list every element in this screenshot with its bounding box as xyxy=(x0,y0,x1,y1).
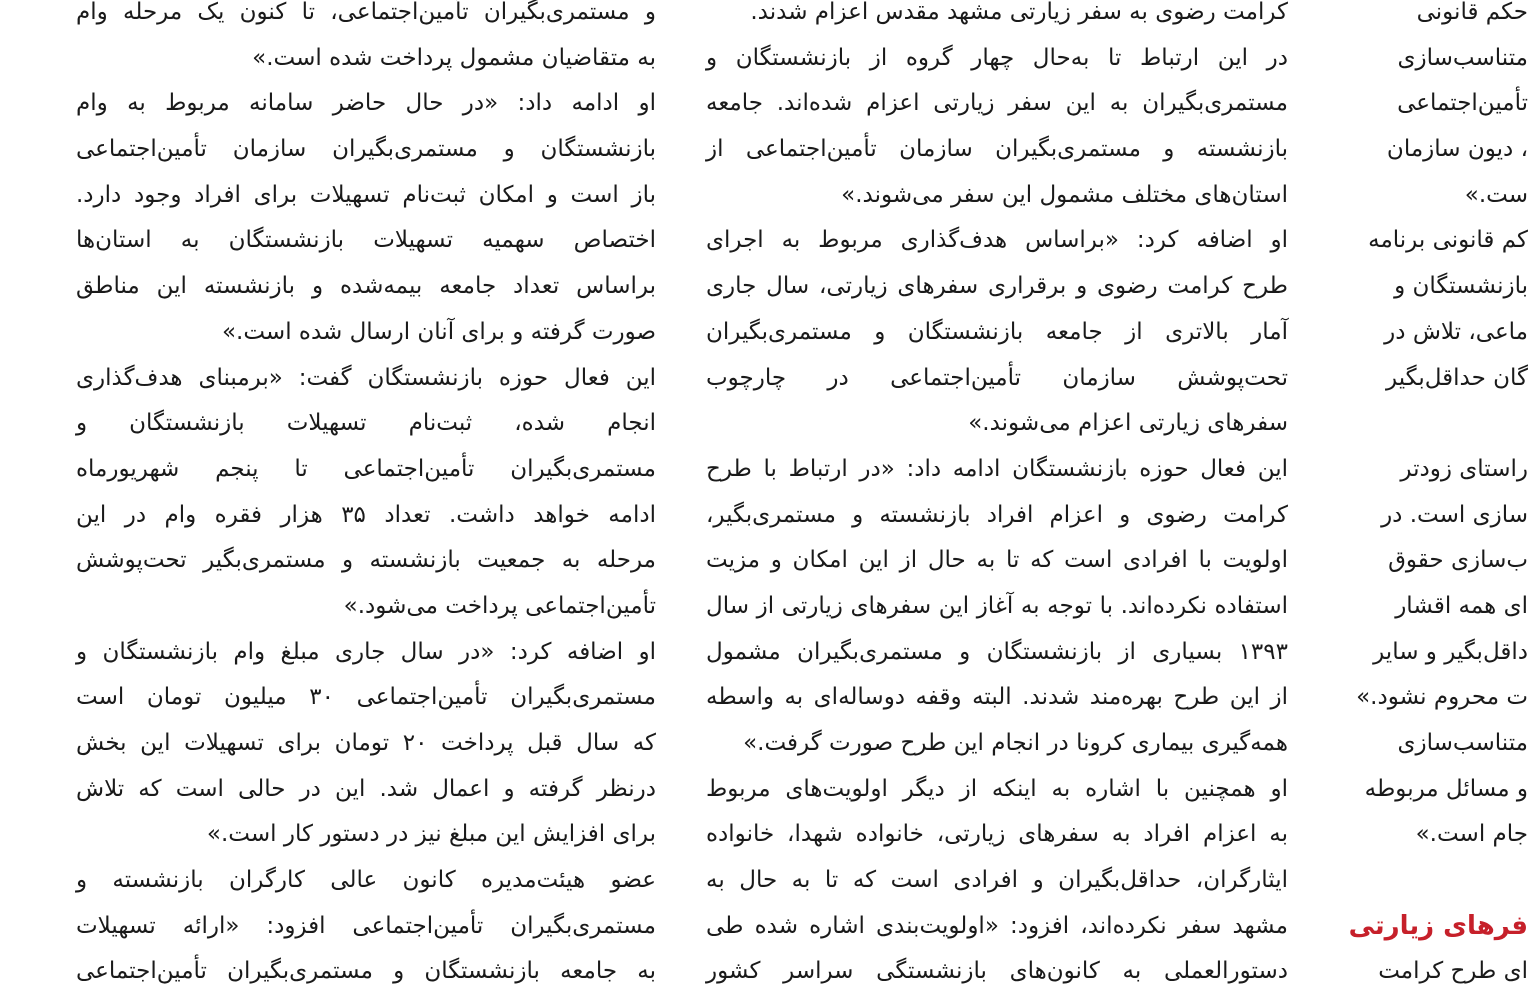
text-line: راستای زودتر xyxy=(1400,455,1528,482)
text-line: بازنشسته و مستمری‌بگیران سازمان تأمین‌اجتماعی از xyxy=(706,136,1288,163)
text-line: تأمین‌اجتماعی پرداخت می‌شود.» xyxy=(343,592,656,619)
text-line: براساس تعداد جامعه بیمه‌شده و بازنشسته این مناطق xyxy=(76,273,656,300)
text-line: جام است.» xyxy=(1415,821,1528,848)
text-line: که سال قبل پرداخت ۲۰ تومان برای تسهیلات این بخش xyxy=(76,730,656,756)
text-line: بازنشستگان و مستمری‌بگیران سازمان تأمین‌اجتماعی xyxy=(76,136,656,163)
text-line: کم قانونی برنامه xyxy=(1368,227,1528,254)
text-line: مستمری‌بگیران به این سفر زیارتی اعزام شده‌اند. جامعه xyxy=(706,90,1288,117)
text-line: اولویت با افرادی است که تا به حال از این امکان و مزیت xyxy=(706,547,1288,574)
text-line: از این طرح بهره‌مند شدند. البته وقفه دوساله‌ای به واسطه xyxy=(706,684,1288,711)
text-line: دستورالعملی به کانون‌های بازنشستگی سراسر کشور xyxy=(706,958,1288,985)
article-column-left xyxy=(76,0,656,995)
text-line: کرامت رضوی به سفر زیارتی مشهد مقدس اعزام شدند. xyxy=(750,0,1288,25)
text-line: ، دیون سازمان xyxy=(1386,136,1528,163)
text-line: به متقاضیان مشمول پرداخت شده است.» xyxy=(252,44,656,71)
text-line: و مستمری‌بگیران تأمین‌اجتماعی، تا کنون یک مرحله وام xyxy=(76,0,656,25)
text-line: در این ارتباط تا به‌حال چهار گروه از بازنشستگان و xyxy=(706,44,1288,71)
article-column-right xyxy=(1338,0,1528,995)
text-line: مرحله به جمعیت بازنشسته و مستمری‌بگیر تحت‌پوشش xyxy=(76,547,656,574)
text-line: باز است و امکان ثبت‌نام تسهیلات برای افراد وجود دارد. xyxy=(76,181,656,208)
text-line: استفاده نکرده‌اند. با توجه به آغاز این سفرهای زیارتی از سال xyxy=(706,592,1288,619)
text-line: متناسب‌سازی xyxy=(1397,44,1528,71)
text-line: ایثارگران، حداقل‌بگیران و افرادی است که تا به حال به xyxy=(706,867,1288,894)
text-line: انجام شده، ثبت‌نام تسهیلات بازنشستگان و xyxy=(76,410,656,437)
text-line: داقل‌بگیر و سایر xyxy=(1373,638,1528,665)
text-line: برای افزایش این مبلغ نیز در دستور کار است.» xyxy=(206,821,656,848)
text-line: استان‌های مختلف مشمول این سفر می‌شوند.» xyxy=(841,181,1288,208)
text-line: این فعال حوزه بازنشستگان گفت: «برمبنای هدف‌گذاری xyxy=(76,364,656,391)
text-line xyxy=(1338,401,1528,447)
text-line: و مسائل مربوطه xyxy=(1364,775,1528,802)
text-line: ادامه خواهد داشت. تعداد ۳۵ هزار فقره وام در این xyxy=(76,501,656,528)
text-line xyxy=(1338,858,1528,904)
text-line: ۱۳۹۳ بسیاری از بازنشستگان و مستمری‌بگیران مشمول xyxy=(706,638,1288,665)
text-line: طرح کرامت رضوی و برقراری سفرهای زیارتی، سال جاری xyxy=(706,273,1288,300)
text-line: متناسب‌سازی xyxy=(1397,730,1528,756)
text-line: تحت‌پوشش سازمان تأمین‌اجتماعی در چارچوب xyxy=(706,364,1288,391)
text-line: همه‌گیری بیماری کرونا در انجام این طرح صورت گرفت.» xyxy=(743,730,1288,756)
text-line: او اضافه کرد: «در سال جاری مبلغ وام بازنشستگان و xyxy=(76,638,656,665)
text-line: ست.» xyxy=(1464,181,1528,208)
text-line: عضو هیئت‌مدیره کانون عالی کارگران بازنشسته و xyxy=(76,867,656,894)
text-line: او ادامه داد: «در حال حاضر سامانه مربوط به وام xyxy=(76,90,656,117)
text-line: بازنشستگان و xyxy=(1394,273,1528,300)
text-line: سفرهای زیارتی اعزام می‌شوند.» xyxy=(968,410,1288,437)
text-line: درنظر گرفته و اعمال شد. این در حالی است که تلاش xyxy=(76,775,656,802)
text-line: ب‌سازی حقوق xyxy=(1388,547,1528,574)
text-line: او همچنین با اشاره به اینکه از دیگر اولویت‌های مربوط xyxy=(706,775,1288,802)
text-line: حکم قانونی xyxy=(1416,0,1528,25)
text-line: سازی است. در xyxy=(1381,501,1528,528)
text-line: تأمین‌اجتماعی xyxy=(1397,90,1528,117)
text-line: به اعزام افراد به سفرهای زیارتی، خانواده شهدا، خانواده xyxy=(706,821,1288,848)
section-heading: فرهای زیارتی xyxy=(1348,910,1528,941)
text-line: ای طرح کرامت xyxy=(1378,958,1528,985)
text-line: او اضافه کرد: «براساس هدف‌گذاری مربوط به اجرای xyxy=(706,227,1288,254)
text-line: مشهد سفر نکرده‌اند، افزود: «اولویت‌بندی اشاره شده طی xyxy=(706,912,1288,939)
text-line: مستمری‌بگیران تأمین‌اجتماعی افزود: «ارائه تسهیلات xyxy=(76,912,656,939)
text-line: ت محروم نشود.» xyxy=(1356,684,1528,711)
text-line: اختصاص سهمیه تسهیلات بازنشستگان به استان‌ها xyxy=(76,227,656,254)
text-line: صورت گرفته و برای آنان ارسال شده است.» xyxy=(221,318,656,345)
text-line: این فعال حوزه بازنشستگان ادامه داد: «در ارتباط با طرح xyxy=(706,455,1288,482)
article-column-middle xyxy=(706,0,1288,995)
text-line: مستمری‌بگیران تأمین‌اجتماعی تا پنجم شهریورماه xyxy=(76,455,656,482)
text-line: کرامت رضوی و اعزام افراد بازنشسته و مستمری‌بگیر، xyxy=(706,501,1288,528)
text-line: به جامعه بازنشستگان و مستمری‌بگیران تأمین‌اجتماعی xyxy=(76,958,656,985)
text-line: ماعی، تلاش در xyxy=(1384,318,1528,345)
text-line: آمار بالاتری از جامعه بازنشستگان و مستمری‌بگیران xyxy=(706,318,1288,345)
text-line: گان حداقل‌بگیر xyxy=(1386,364,1528,391)
text-line: ای همه اقشار xyxy=(1395,592,1528,619)
text-line: مستمری‌بگیران تأمین‌اجتماعی ۳۰ میلیون تومان است xyxy=(76,684,656,711)
